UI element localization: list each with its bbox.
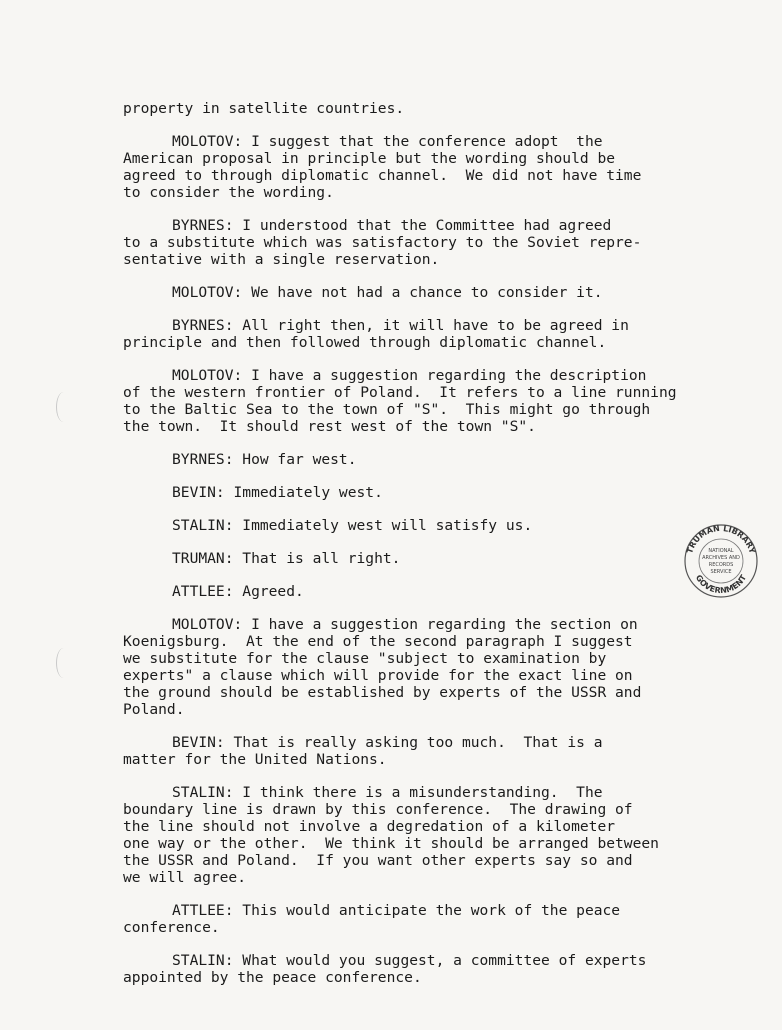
text-line: ATTLEE: This would anticipate the work of the peace — [172, 902, 621, 919]
punch-hole-top — [56, 392, 71, 422]
text-line: BYRNES: How far west. — [172, 451, 357, 468]
text-line: one way or the other. We think it should be arranged between — [123, 835, 659, 852]
text-line: the ground should be established by experts of the USSR and — [123, 684, 642, 701]
text-line: Poland. — [123, 701, 185, 718]
text-line: principle and then followed through diplomatic channel. — [123, 334, 607, 351]
paragraph — [123, 100, 743, 117]
paragraph — [123, 550, 743, 567]
paragraph — [123, 133, 743, 201]
document-body — [123, 100, 743, 986]
paragraph — [123, 902, 743, 936]
text-line: property in satellite countries. — [123, 100, 405, 117]
text-line: Koenigsburg. At the end of the second paragraph I suggest — [123, 633, 633, 650]
text-line: BEVIN: Immediately west. — [172, 484, 383, 501]
text-line: BEVIN: That is really asking too much. That is a — [172, 734, 603, 751]
paragraph — [123, 952, 743, 986]
text-line: MOLOTOV: We have not had a chance to consider it. — [172, 284, 603, 301]
paragraph — [123, 484, 743, 501]
text-line: BYRNES: All right then, it will have to be agreed in — [172, 317, 629, 334]
archives-stamp — [683, 521, 759, 601]
text-line: STALIN: Immediately west will satisfy us. — [172, 517, 533, 534]
text-line: the town. It should rest west of the town "S". — [123, 418, 536, 435]
stamp-top-text: TRUMAN LIBRARY — [685, 523, 757, 555]
text-line: American proposal in principle but the wording should be — [123, 150, 616, 167]
text-line: matter for the United Nations. — [123, 751, 387, 768]
text-line: ATTLEE: Agreed. — [172, 583, 304, 600]
text-line: STALIN: What would you suggest, a committee of experts — [172, 952, 647, 969]
text-line: MOLOTOV: I have a suggestion regarding the section on — [172, 616, 638, 633]
paragraph — [123, 517, 743, 534]
stamp-center-line-3: RECORDS — [708, 562, 734, 568]
paragraph — [123, 317, 743, 351]
stamp-center-line-2: ARCHIVES AND — [702, 555, 740, 561]
stamp-center-line-4: SERVICE — [710, 569, 732, 575]
text-line: MOLOTOV: I suggest that the conference adopt the — [172, 133, 603, 150]
stamp-bottom-text: GOVERNMENT — [693, 573, 749, 596]
text-line: experts" a clause which will provide for the exact line on — [123, 667, 633, 684]
text-line: boundary line is drawn by this conference. The drawing of — [123, 801, 633, 818]
text-line: conference. — [123, 919, 220, 936]
text-line: to the Baltic Sea to the town of "S". This might go through — [123, 401, 651, 418]
paragraph — [123, 583, 743, 600]
text-line: of the western frontier of Poland. It refers to a line running — [123, 384, 677, 401]
paragraph — [123, 734, 743, 768]
punch-hole-bottom — [56, 648, 71, 678]
text-line: the USSR and Poland. If you want other experts say so and — [123, 852, 633, 869]
paragraph — [123, 451, 743, 468]
paragraph — [123, 217, 743, 268]
paragraph — [123, 367, 743, 435]
text-line: sentative with a single reservation. — [123, 251, 440, 268]
text-line: to consider the wording. — [123, 184, 334, 201]
text-line: MOLOTOV: I have a suggestion regarding the description — [172, 367, 647, 384]
text-line: to a substitute which was satisfactory to the Soviet repre- — [123, 234, 642, 251]
text-line: TRUMAN: That is all right. — [172, 550, 401, 567]
paragraph — [123, 784, 743, 886]
text-line: agreed to through diplomatic channel. We did not have time — [123, 167, 642, 184]
stamp-center-line-1: NATIONAL — [708, 548, 734, 554]
paragraph — [123, 616, 743, 718]
text-line: we substitute for the clause "subject to examination by — [123, 650, 607, 667]
text-line: BYRNES: I understood that the Committee had agreed — [172, 217, 612, 234]
text-line: STALIN: I think there is a misunderstanding. The — [172, 784, 603, 801]
text-line: appointed by the peace conference. — [123, 969, 422, 986]
text-line: we will agree. — [123, 869, 247, 886]
paragraph — [123, 284, 743, 301]
text-line: the line should not involve a degredation of a kilometer — [123, 818, 616, 835]
